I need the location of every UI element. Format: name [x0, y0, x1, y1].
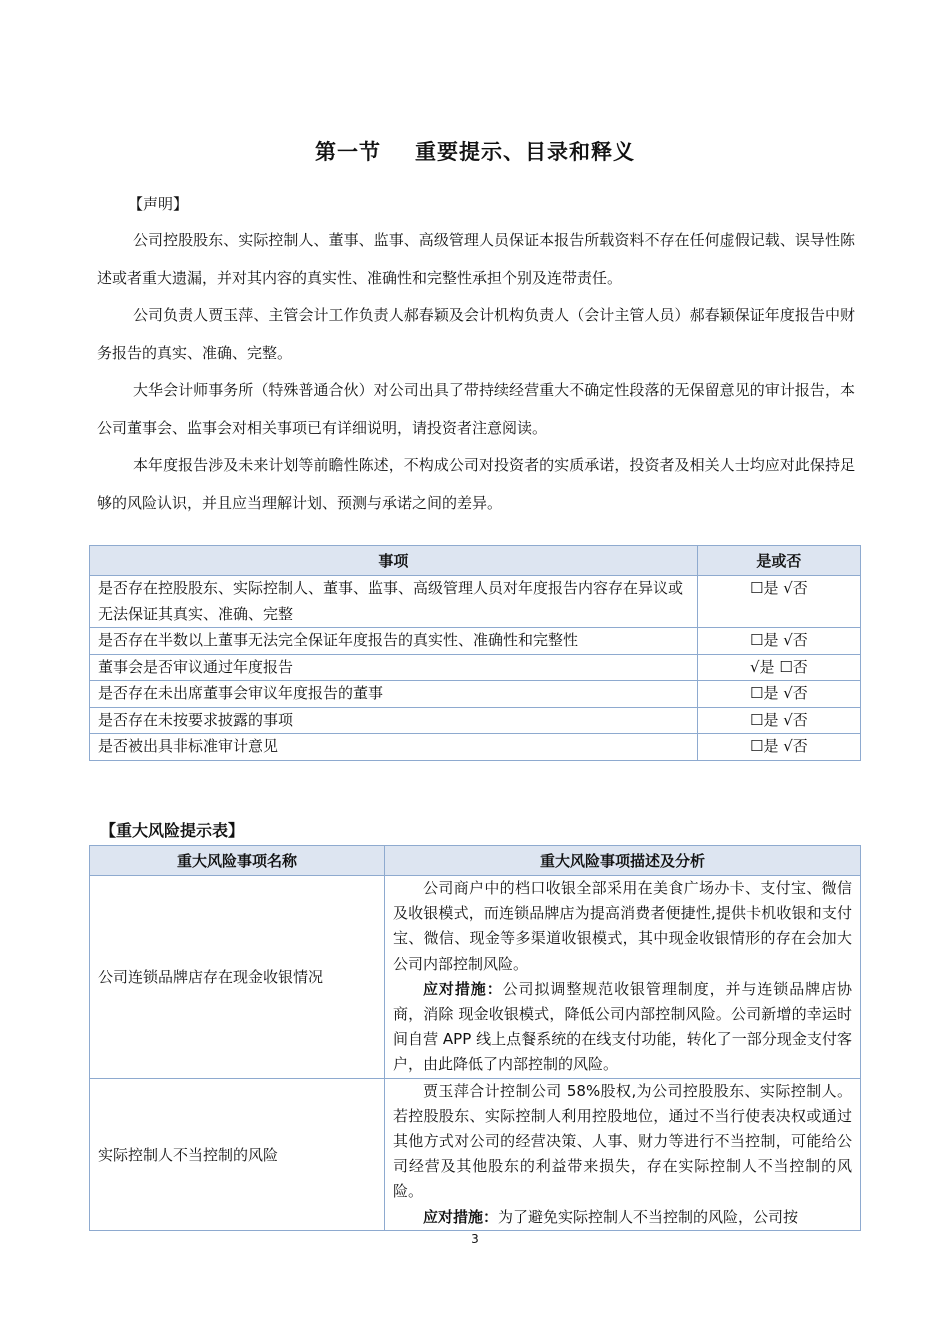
measure-label: 应对措施： [423, 1207, 499, 1226]
declaration-heading: 【声明】 [128, 195, 189, 213]
risk-measure [393, 977, 852, 1078]
measure-text: 公司拟调整规范收银管理制度，并与连锁品牌店协商，消除 现金收银模式，降低公司内部控制风险。公司新增的幸运时间自营 APP 线上点餐系统的在线支付功能，转化了一部分现金支付客户，由此降低了内部控制的风险。 [393, 979, 852, 1074]
matter-item: 是否存在半数以上董事无法完全保证年度报告的真实性、准确性和完整性 [90, 628, 698, 655]
paragraph-4: 本年度报告涉及未来计划等前瞻性陈述，不构成公司对投资者的实质承诺，投资者及相关人士均应对此保持足够的风险认识，并且应当理解计划、预测与承诺之间的差异。 [97, 456, 855, 512]
paragraph-2: 公司负责人贾玉萍、主管会计工作负责人郝春颖及会计机构负责人（会计主管人员）郝春颖保证年度报告中财务报告的真实、准确、完整。 [97, 306, 855, 362]
risk-table [89, 845, 861, 1231]
table-row [90, 707, 861, 734]
matter-item: 是否被出具非标准审计意见 [90, 734, 698, 761]
measure-text: 为了避免实际控制人不当控制的风险，公司按 [498, 1207, 799, 1226]
matter-answer: ☐是 √否 [697, 734, 860, 761]
table-row [90, 734, 861, 761]
risk-name: 实际控制人不当控制的风险 [90, 1078, 385, 1230]
table-row [90, 576, 861, 628]
table-row [90, 1078, 861, 1230]
matter-answer: ☐是 √否 [697, 707, 860, 734]
table-header-row [90, 546, 861, 576]
matter-item: 是否存在控股股东、实际控制人、董事、监事、高级管理人员对年度报告内容存在异议或无法保证其真实、准确、完整 [90, 576, 698, 628]
matter-answer: ☐是 √否 [697, 576, 860, 628]
matter-item: 董事会是否审议通过年度报告 [90, 654, 698, 681]
table-header-row [90, 846, 861, 876]
paragraph-1: 公司控股股东、实际控制人、董事、监事、高级管理人员保证本报告所载资料不存在任何虚假记载、误导性陈述或者重大遗漏，并对其内容的真实性、准确性和完整性承担个别及连带责任。 [97, 231, 855, 287]
matter-answer: √是 ☐否 [697, 654, 860, 681]
risk-description-cell [385, 876, 861, 1079]
header-item: 事项 [90, 546, 698, 576]
risk-name: 公司连锁品牌店存在现金收银情况 [90, 876, 385, 1079]
section-number: 第一节 [315, 140, 381, 164]
section-name: 重要提示、目录和释义 [415, 140, 635, 164]
matter-answer: ☐是 √否 [697, 628, 860, 655]
table-row [90, 876, 861, 1079]
risk-description-cell [385, 1078, 861, 1230]
table-row [90, 654, 861, 681]
risk-description: 公司商户中的档口收银全部采用在美食广场办卡、支付宝、微信及收银模式，而连锁品牌店为提高消费者便捷性,提供卡机收银和支付宝、微信、现金等多渠道收银模式，其中现金收银情形的存在会加大公司内部控制风险。 [393, 879, 852, 973]
paragraph-3: 大华会计师事务所（特殊普通合伙）对公司出具了带持续经营重大不确定性段落的无保留意见的审计报告，本公司董事会、监事会对相关事项已有详细说明，请投资者注意阅读。 [97, 381, 855, 437]
measure-label: 应对措施： [423, 979, 503, 998]
table-row [90, 628, 861, 655]
header-risk-name: 重大风险事项名称 [90, 846, 385, 876]
risk-measure [393, 1205, 852, 1230]
risk-description: 贾玉萍合计控制公司 58%股权,为公司控股股东、实际控制人。若控股股东、实际控制人利用控股地位，通过不当行使表决权或通过其他方式对公司的经营决策、人事、财力等进行不当控制，可能给公司经营及其他股东的利益带来损失，存在实际控制人不当控制的风险。 [393, 1081, 852, 1201]
header-yes-no: 是或否 [697, 546, 860, 576]
table-row [90, 681, 861, 708]
header-risk-description: 重大风险事项描述及分析 [385, 846, 861, 876]
risk-heading: 【重大风险提示表】 [100, 821, 245, 840]
matter-item: 是否存在未按要求披露的事项 [90, 707, 698, 734]
section-title [0, 136, 950, 166]
matter-item: 是否存在未出席董事会审议年度报告的董事 [90, 681, 698, 708]
page-number: 3 [471, 1232, 479, 1246]
matter-answer: ☐是 √否 [697, 681, 860, 708]
matters-table [89, 545, 861, 761]
